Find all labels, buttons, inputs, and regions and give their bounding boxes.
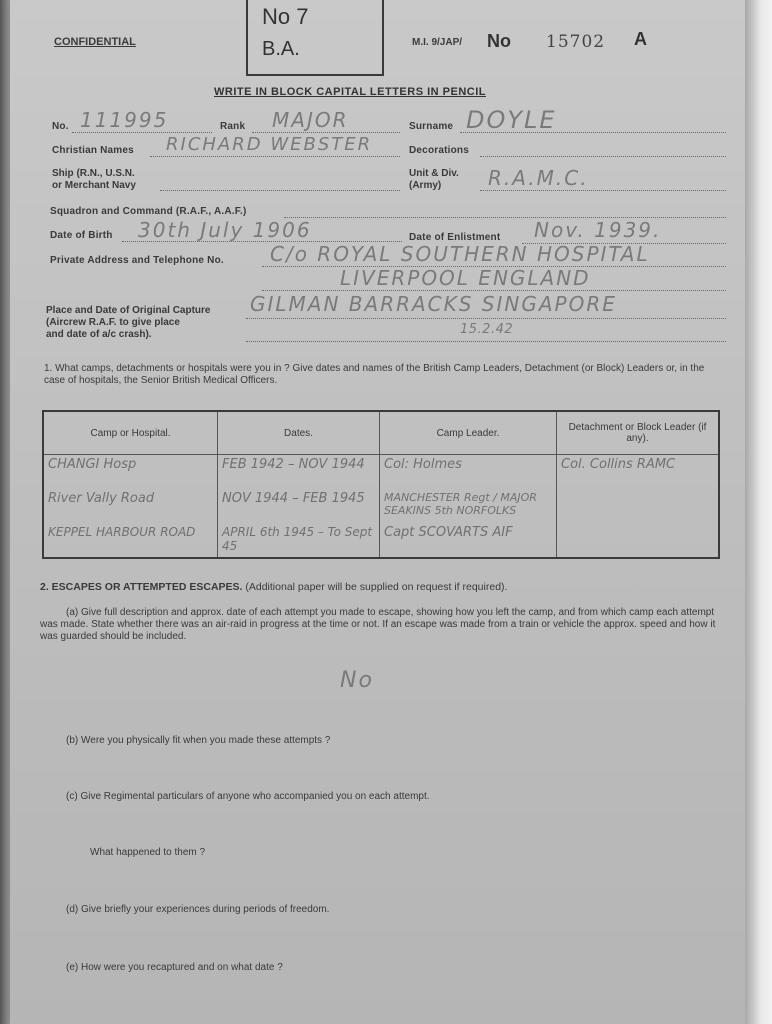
no-label: No.: [52, 121, 69, 132]
christian-names-value: RICHARD WEBSTER: [166, 134, 373, 155]
unit-value: R.A.M.C.: [488, 166, 589, 190]
cell-detachment-leader: Col. Collins RAMC: [557, 455, 720, 490]
no-line: [72, 132, 212, 133]
cell-detachment-leader: [557, 489, 720, 523]
table-row: [43, 489, 719, 523]
cell-dates: APRIL 6th 1945 – To Sept 45: [218, 523, 380, 558]
cell-camp: KEPPEL HARBOUR ROAD: [43, 523, 218, 558]
ship-line: [160, 190, 400, 191]
decorations-label: Decorations: [409, 145, 469, 156]
question-1: 1. What camps, detachments or hospitals were you in ? Give dates and names of the British Camp Leaders, Detachment (or Block) Leaders or, in the case of hospitals, the Senior British Medical Officers.: [44, 363, 705, 386]
capture-date: 15.2.42: [460, 322, 514, 337]
rank-label: Rank: [220, 121, 246, 132]
capture-label-line3: and date of a/c crash).: [46, 329, 152, 340]
capture-label-line2: (Aircrew R.A.F. to give place: [46, 317, 180, 328]
box-number: No 7: [262, 4, 309, 29]
unit-line: [480, 190, 726, 191]
ship-label-line2: or Merchant Navy: [52, 180, 136, 191]
christian-names-line: [150, 156, 400, 157]
box-ba-label: B.A.: [262, 38, 300, 60]
cell-camp-leader: Col: Holmes: [380, 455, 557, 490]
question-2e: (e) How were you recaptured and on what date ?: [66, 962, 283, 973]
christian-names-label: Christian Names: [52, 145, 134, 156]
question-2a-answer: No: [340, 668, 374, 693]
no-value: 111995: [80, 108, 169, 132]
address-value-2: LIVERPOOL ENGLAND: [340, 266, 591, 290]
squadron-label: Squadron and Command (R.A.F., A.A.F.): [50, 206, 247, 217]
address-label: Private Address and Telephone No.: [50, 255, 224, 266]
capture-line-2: [246, 341, 726, 342]
table-row: [43, 455, 719, 490]
table-header-row: [43, 411, 719, 455]
cell-camp-leader: Capt SCOVARTS AIF: [380, 523, 557, 558]
enlistment-label: Date of Enlistment: [409, 232, 501, 243]
capture-label: [46, 305, 210, 341]
question-2-heading: [40, 581, 507, 593]
rank-value: MAJOR: [272, 108, 349, 132]
cell-dates: FEB 1942 – NOV 1944: [218, 455, 380, 490]
col-detachment-leader: Detachment or Block Leader (if any).: [557, 411, 720, 455]
dob-value: 30th July 1906: [138, 218, 312, 242]
ship-label: [52, 168, 136, 192]
unit-label-line1: Unit & Div.: [409, 168, 459, 179]
camps-table: [42, 410, 720, 559]
unit-label: [409, 168, 459, 192]
page-shadow-left: [0, 0, 10, 1024]
question-2c: (c) Give Regimental particulars of anyone who accompanied you on each attempt.: [66, 791, 430, 802]
instruction-heading: WRITE IN BLOCK CAPITAL LETTERS IN PENCIL: [214, 86, 486, 98]
cell-camp: River Vally Road: [43, 489, 218, 523]
rank-line: [252, 132, 400, 133]
question-2c-followup: What happened to them ?: [90, 847, 206, 858]
dob-label: Date of Birth: [50, 230, 113, 241]
question-2b: (b) Were you physically fit when you made these attempts ?: [66, 735, 331, 746]
mi-reference-label: M.I. 9/JAP/: [412, 37, 463, 48]
unit-label-line2: (Army): [409, 180, 442, 191]
ba-number-box: [246, 0, 384, 76]
cell-detachment-leader: [557, 523, 720, 558]
address-value-1: C/o ROYAL SOUTHERN HOSPITAL: [270, 242, 650, 266]
serial-suffix: A: [634, 29, 647, 49]
capture-value: GILMAN BARRACKS SINGAPORE: [250, 292, 617, 316]
surname-label: Surname: [409, 121, 454, 132]
serial-number: 15702: [546, 32, 606, 52]
page-edge-right: [745, 0, 772, 1024]
cell-camp: CHANGI Hosp: [43, 455, 218, 490]
question-2-note: (Additional paper will be supplied on request if required).: [245, 581, 508, 593]
enlistment-value: Nov. 1939.: [534, 218, 662, 242]
capture-line-1: [246, 318, 726, 319]
number-symbol: No: [487, 31, 511, 51]
confidential-label: CONFIDENTIAL: [54, 36, 136, 48]
surname-value: DOYLE: [466, 106, 557, 134]
capture-label-line1: Place and Date of Original Capture: [46, 305, 211, 316]
ship-label-line1: Ship (R.N., U.S.N.: [52, 168, 135, 179]
col-camp-or-hospital: Camp or Hospital.: [43, 411, 218, 455]
col-camp-leader: Camp Leader.: [380, 411, 557, 455]
question-2-title: 2. ESCAPES OR ATTEMPTED ESCAPES.: [40, 581, 243, 593]
cell-dates: NOV 1944 – FEB 1945: [218, 489, 380, 523]
col-dates: Dates.: [218, 411, 380, 455]
question-2d: (d) Give briefly your experiences during periods of freedom.: [66, 904, 330, 915]
question-2a: (a) Give full description and approx. date of each attempt you made to escape, showing how you left the camp, and from which camp each attempt was made. State whether there was an air-raid in progress at the time or not. If an escape was made from a train or vehicle the approx. speed and how it was guarded should be included.: [40, 607, 716, 642]
decorations-line: [480, 156, 726, 157]
table-row: [43, 523, 719, 558]
cell-camp-leader: MANCHESTER Regt / MAJOR SEAKINS 5th NORFOLKS: [380, 489, 557, 523]
address-line-2: [262, 290, 726, 291]
